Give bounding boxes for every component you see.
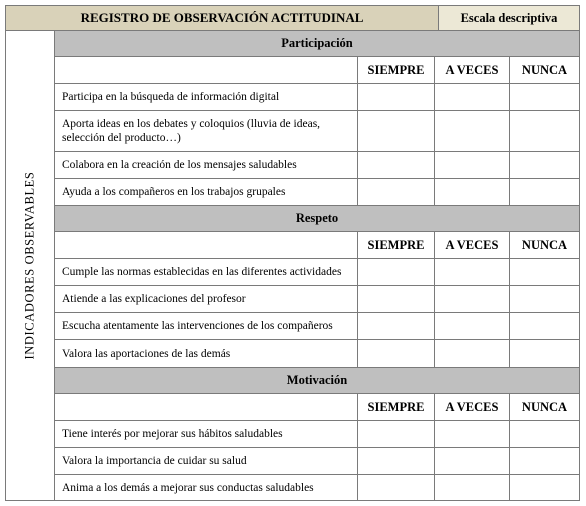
column-siempre: SIEMPRE — [358, 57, 435, 83]
checkbox-cell-nunca[interactable] — [510, 448, 579, 474]
checkbox-cell-nunca[interactable] — [510, 111, 579, 151]
checkbox-cell-a-veces[interactable] — [435, 448, 510, 474]
table-row — [55, 286, 579, 313]
indicator-header-blank — [55, 232, 358, 258]
column-siempre: SIEMPRE — [358, 394, 435, 420]
checkbox-cell-siempre[interactable] — [358, 259, 435, 285]
checkbox-cell-a-veces[interactable] — [435, 421, 510, 447]
indicator-text: Valora la importancia de cuidar su salud — [55, 448, 358, 474]
table-row — [55, 448, 579, 475]
checkbox-cell-nunca[interactable] — [510, 179, 579, 205]
column-siempre: SIEMPRE — [358, 232, 435, 258]
checkbox-cell-nunca[interactable] — [510, 313, 579, 339]
checkbox-cell-siempre[interactable] — [358, 313, 435, 339]
checkbox-cell-siempre[interactable] — [358, 448, 435, 474]
column-header-row — [55, 232, 579, 259]
section-header-respeto: Respeto — [55, 206, 579, 232]
checkbox-cell-a-veces[interactable] — [435, 475, 510, 500]
column-a-veces: A VECES — [435, 232, 510, 258]
indicator-text: Cumple las normas establecidas en las diferentes actividades — [55, 259, 358, 285]
indicator-text: Tiene interés por mejorar sus hábitos saludables — [55, 421, 358, 447]
table-row — [55, 152, 579, 179]
checkbox-cell-siempre[interactable] — [358, 286, 435, 312]
column-nunca: NUNCA — [521, 237, 568, 252]
table-row — [55, 84, 579, 111]
checkbox-cell-nunca[interactable] — [510, 152, 579, 178]
indicator-text: Anima a los demás a mejorar sus conductas saludables — [55, 475, 358, 500]
indicators-side-label — [6, 31, 55, 500]
checkbox-cell-a-veces[interactable] — [435, 340, 510, 367]
observation-table — [5, 5, 580, 501]
checkbox-cell-a-veces[interactable] — [435, 313, 510, 339]
column-header-row — [55, 394, 579, 421]
table-row — [55, 340, 579, 368]
indicator-text: Escucha atentamente las intervenciones de los compañeros — [55, 313, 358, 339]
column-nunca: NUNCA — [521, 399, 568, 414]
column-nunca: NUNCA — [521, 62, 568, 77]
checkbox-cell-nunca[interactable] — [510, 475, 579, 500]
checkbox-cell-a-veces[interactable] — [435, 84, 510, 110]
checkbox-cell-siempre[interactable] — [358, 179, 435, 205]
column-a-veces: A VECES — [435, 57, 510, 83]
checkbox-cell-siempre[interactable] — [358, 84, 435, 110]
checkbox-cell-a-veces[interactable] — [435, 286, 510, 312]
checkbox-cell-siempre[interactable] — [358, 340, 435, 367]
indicator-text: Valora las aportaciones de las demás — [55, 340, 358, 367]
checkbox-cell-siempre[interactable] — [358, 475, 435, 500]
section-header-motivacion: Motivación — [55, 368, 579, 394]
checkbox-cell-a-veces[interactable] — [435, 152, 510, 178]
table-row — [55, 313, 579, 340]
checkbox-cell-a-veces[interactable] — [435, 179, 510, 205]
checkbox-cell-a-veces[interactable] — [435, 259, 510, 285]
indicator-header-blank — [55, 394, 358, 420]
table-title: REGISTRO DE OBSERVACIÓN ACTITUDINAL — [6, 6, 439, 31]
indicator-text: Ayuda a los compañeros en los trabajos grupales — [55, 179, 358, 205]
table-row — [55, 259, 579, 286]
checkbox-cell-nunca[interactable] — [510, 259, 579, 285]
checkbox-cell-siempre[interactable] — [358, 152, 435, 178]
table-row — [55, 421, 579, 448]
scale-header: Escala descriptiva — [439, 6, 579, 31]
indicator-text: Aporta ideas en los debates y coloquios (lluvia de ideas, selección del producto…) — [55, 111, 358, 151]
checkbox-cell-a-veces[interactable] — [435, 111, 510, 151]
table-row — [55, 179, 579, 206]
table-row — [55, 475, 579, 500]
column-header-row — [55, 57, 579, 84]
indicator-text: Colabora en la creación de los mensajes saludables — [55, 152, 358, 178]
checkbox-cell-nunca[interactable] — [510, 84, 579, 110]
column-a-veces: A VECES — [435, 394, 510, 420]
checkbox-cell-nunca[interactable] — [510, 421, 579, 447]
indicator-header-blank — [55, 57, 358, 83]
checkbox-cell-nunca[interactable] — [510, 340, 579, 367]
indicator-text: Atiende a las explicaciones del profesor — [55, 286, 358, 312]
section-header-participacion: Participación — [55, 31, 579, 57]
indicator-text: Participa en la búsqueda de información digital — [55, 84, 358, 110]
table-row — [55, 111, 579, 152]
side-label-text: INDICADORES OBSERVABLES — [22, 171, 37, 360]
checkbox-cell-siempre[interactable] — [358, 111, 435, 151]
checkbox-cell-nunca[interactable] — [510, 286, 579, 312]
checkbox-cell-siempre[interactable] — [358, 421, 435, 447]
